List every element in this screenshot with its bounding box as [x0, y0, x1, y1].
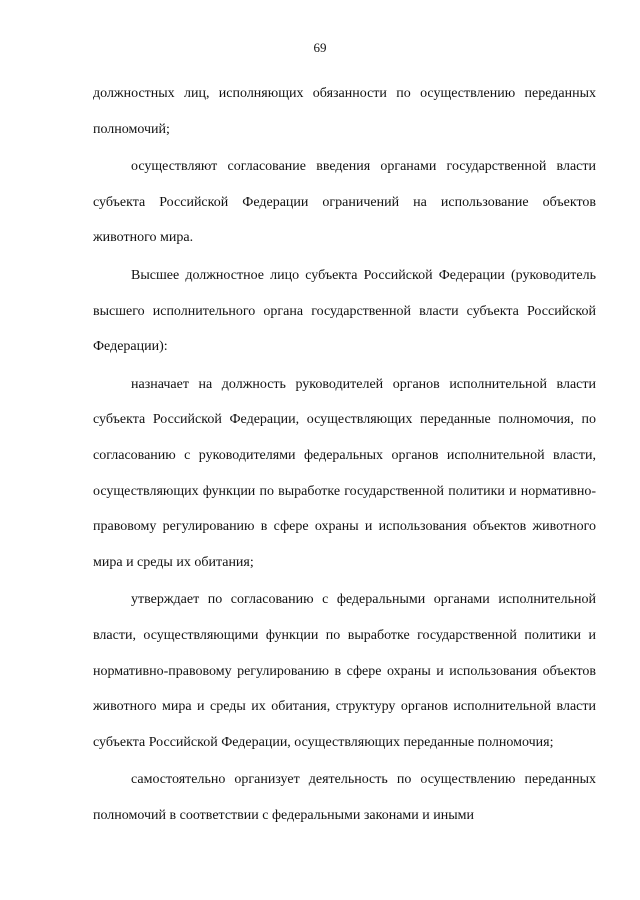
paragraph-4: назначает на должность руководителей органов исполнительной власти субъекта Российской Федерации, осуществляющих переданные полномочия, по согласованию с руководителями федеральных органов исполнительной власти, осуществляющих функции по выработке государственной политики и нормативно-правовому регулированию в сфере охраны и использования объектов животного мира и среды их обитания;	[93, 376, 596, 570]
paragraph-2: осуществляют согласование введения органами государственной власти субъекта Российской Федерации ограничений на использование объектов животного мира.	[93, 159, 596, 246]
paragraph-6: самостоятельно организует деятельность по осуществлению переданных полномочий в соответствии с федеральными законами и иными	[93, 772, 596, 823]
page-number: 69	[313, 40, 327, 55]
paragraph-3: Высшее должностное лицо субъекта Российской Федерации (руководитель высшего исполнительного органа государственной власти субъекта Российской Федерации):	[93, 267, 596, 355]
paragraph-1: должностных лиц, исполняющих обязанности по осуществлению переданных полномочий;	[93, 86, 596, 137]
paragraph-5: утверждает по согласованию с федеральными органами исполнительной власти, осуществляющими функции по выработке государственной политики и нормативно-правовому регулированию в сфере охраны и использования объектов животного мира и среды их обитания, структуру органов исполнительной власти субъекта Российской Федерации, осуществляющих переданные полномочия;	[93, 592, 596, 750]
document-body	[93, 76, 596, 835]
